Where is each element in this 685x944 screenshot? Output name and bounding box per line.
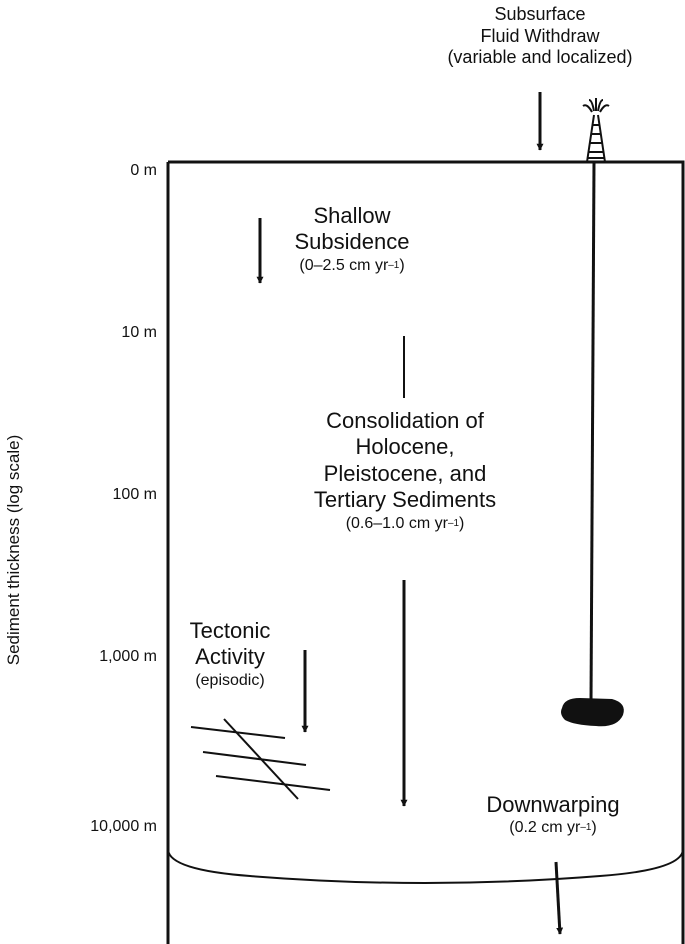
downwarping-label: Downwarping (0.2 cm $yr^{-1}$): [486, 792, 620, 837]
fault-symbol: [191, 719, 330, 799]
consolidation-label: Consolidation of Holocene, Pleistocene, and Tertiary Sediments (0.6–1.0 cm $yr^{-1}$): [313, 408, 497, 532]
depth-tick-100m: 100 m: [112, 486, 157, 503]
depth-tick-1000m: 1,000 m: [99, 648, 157, 665]
tectonic-label: Tectonic Activity (episodic): [189, 618, 271, 689]
depth-tick-0m: 0 m: [130, 162, 157, 179]
depth-tick-10m: 10 m: [121, 324, 157, 341]
well-derrick-icon: [583, 98, 609, 162]
y-axis-label: Sediment thickness (log scale): [4, 434, 23, 666]
well-pipe: [591, 162, 594, 702]
shallow-subsidence-label: Shallow Subsidence (0–2.5 cm $yr^{-1}$): [294, 203, 410, 274]
downwarping-arrow: [556, 862, 560, 934]
withdraw-label: Subsurface Fluid Withdraw (variable and localized): [447, 4, 633, 68]
depth-tick-10000m: 10,000 m: [90, 818, 157, 835]
reservoir-blob: [561, 698, 624, 726]
downwarping-curve: [168, 850, 683, 883]
